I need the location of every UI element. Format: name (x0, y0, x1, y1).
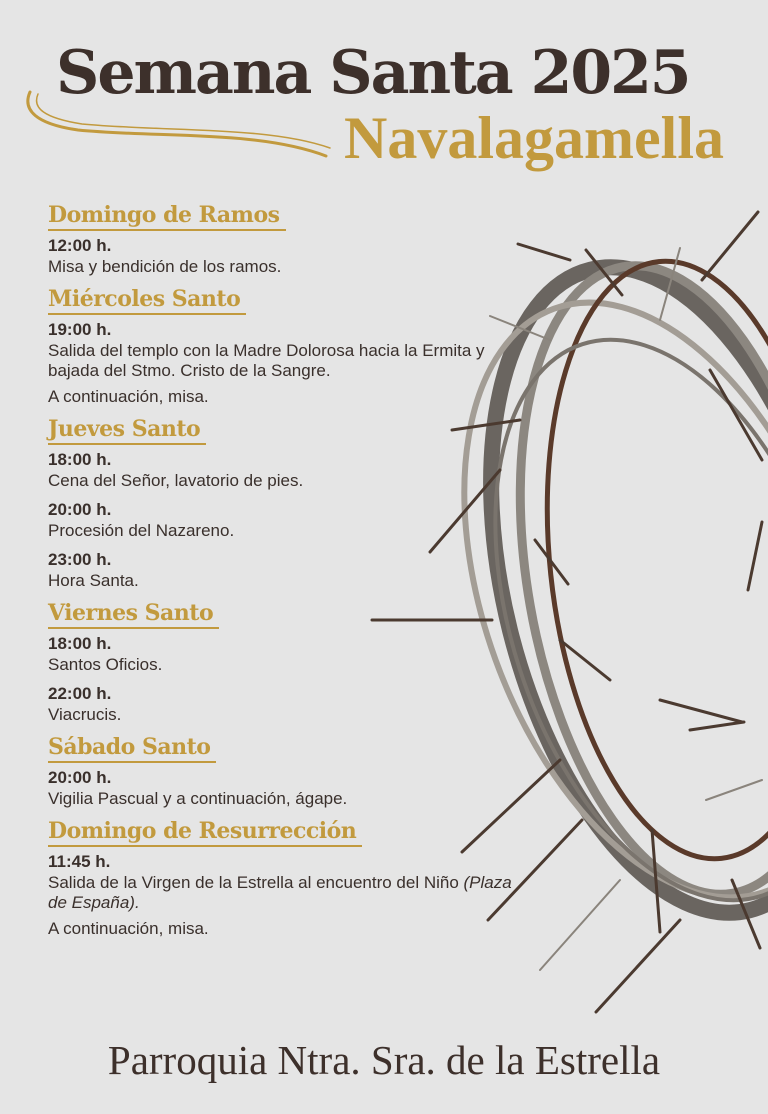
event-note: A continuación, misa. (48, 387, 209, 406)
event-description: Viacrucis. (48, 705, 122, 724)
parish-name: Parroquia Ntra. Sra. de la Estrella (107, 1037, 661, 1083)
event (48, 235, 518, 277)
day-title: Domingo de Ramos (48, 202, 286, 231)
event (48, 319, 518, 407)
day-title: Jueves Santo (48, 416, 206, 445)
day-viernes-santo (48, 600, 518, 725)
event (48, 633, 518, 675)
event (48, 499, 518, 541)
event-description: Vigilia Pascual y a continuación, ágape. (48, 789, 348, 808)
event-description: Hora Santa. (48, 571, 139, 590)
event-time: 22:00 h. (48, 684, 112, 703)
event-time: 20:00 h. (48, 768, 112, 787)
day-domingo-de-resurreccion (48, 818, 518, 939)
day-jueves-santo (48, 416, 518, 591)
day-title: Sábado Santo (48, 734, 216, 763)
event-time: 19:00 h. (48, 320, 112, 339)
event-time: 11:45 h. (48, 852, 111, 871)
event-place: (Plaza de España). (48, 873, 512, 912)
event-time: 12:00 h. (48, 236, 112, 255)
event-time: 23:00 h. (48, 550, 112, 569)
event (48, 767, 518, 809)
event-description-text: Salida de la Virgen de la Estrella al encuentro del Niño (48, 873, 459, 892)
day-sabado-santo (48, 734, 518, 809)
day-miercoles-santo (48, 286, 518, 407)
event-time: 18:00 h. (48, 634, 112, 653)
day-title: Miércoles Santo (48, 286, 246, 315)
event (48, 851, 518, 939)
day-title: Domingo de Resurrección (48, 818, 362, 847)
event-description: Salida del templo con la Madre Dolorosa hacia la Ermita y bajada del Stmo. Cristo de la Sangre. (48, 341, 485, 380)
town-name: Navalagamella (344, 105, 724, 171)
event-description: Misa y bendición de los ramos. (48, 257, 282, 276)
event-description: Santos Oficios. (48, 655, 163, 674)
event-time: 18:00 h. (48, 450, 112, 469)
schedule (48, 202, 518, 948)
event-description: Procesión del Nazareno. (48, 521, 235, 540)
event (48, 683, 518, 725)
event-description: Cena del Señor, lavatorio de pies. (48, 471, 304, 490)
day-domingo-de-ramos (48, 202, 518, 277)
day-title: Viernes Santo (48, 600, 219, 629)
event (48, 549, 518, 591)
event-note: A continuación, misa. (48, 919, 209, 938)
poster-title: Semana Santa 2025 (56, 38, 690, 108)
event-description (48, 873, 518, 913)
event-time: 20:00 h. (48, 500, 112, 519)
event (48, 449, 518, 491)
